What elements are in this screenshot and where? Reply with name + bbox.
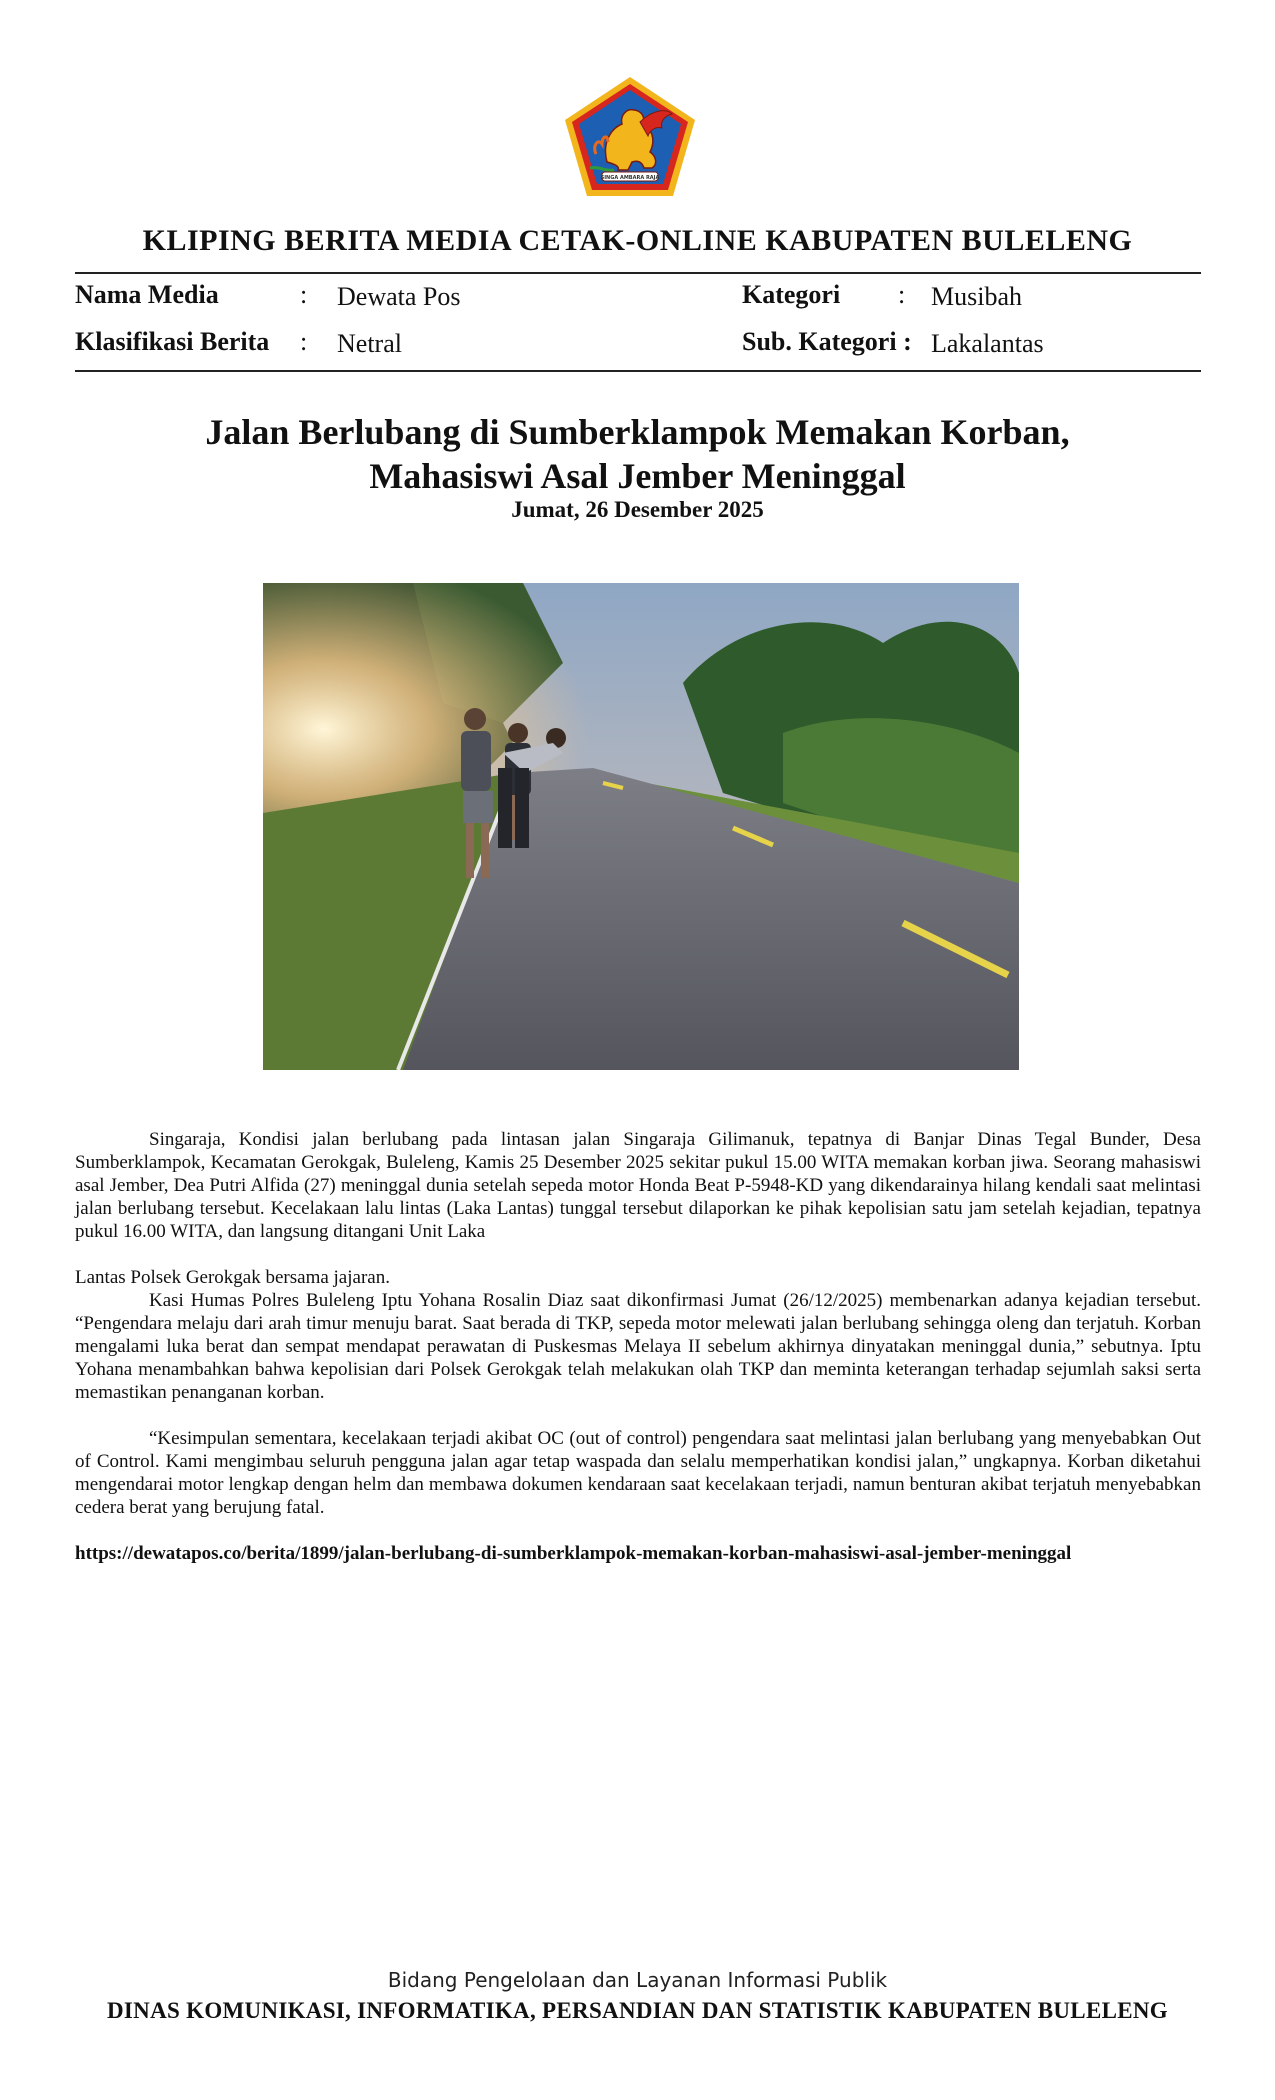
- paragraph-3: Kasi Humas Polres Buleleng Iptu Yohana Rosalin Diaz saat dikonfirmasi Jumat (26/12/2025) membenarkan adanya kejadian tersebut. “Pengendara melaju dari arah timur menuju barat. Saat berada di TKP, sepeda motor melewati jalan berlubang sehingga oleng dan terjatuh. Korban mengalami luka berat dan sempat mendapat perawatan di Puskesmas Melaya II sebelum akhirnya dinyatakan meninggal dunia,” sebutnya. Iptu Yohana menambahkan bahwa kepolisian dari Polsek Gerokgak telah melakukan olah TKP dan meminta keterangan terhadap sejumlah saksi serta memastikan penanganan korban.: [75, 1290, 1201, 1403]
- paragraph-1: Singaraja, Kondisi jalan berlubang pada lintasan jalan Singaraja Gilimanuk, tepatnya di Banjar Dinas Tegal Bunder, Desa Sumberklampok, Kecamatan Gerokgak, Buleleng, Kamis 25 Desember 2025 sekitar pukul 15.00 WITA memakan korban jiwa. Seorang mahasiswi asal Jember, Dea Putri Alfida (27) meninggal dunia setelah sepeda motor Honda Beat P-5948-KD yang dikendarainya hilang kendali saat melintasi jalan berlubang tersebut. Kecelakaan lalu lintas (Laka Lantas) tunggal tersebut dilaporkan ke pihak kepolisian satu jam setelah kejadian, tepatnya pukul 16.00 WITA, dan langsung ditangani Unit Laka: [75, 1129, 1201, 1242]
- article-date: Jumat, 26 Desember 2025: [511, 497, 764, 522]
- header-bottom-divider: [75, 370, 1201, 372]
- footer-department: Bidang Pengelolaan dan Layanan Informasi Publik: [387, 1968, 888, 1992]
- klasifikasi-colon: :: [300, 327, 308, 356]
- kategori-label: Kategori: [742, 280, 841, 309]
- clipping-header-title: KLIPING BERITA MEDIA CETAK-ONLINE KABUPATEN BULELENG: [142, 224, 1133, 257]
- nama-media-value: Dewata Pos: [337, 282, 461, 311]
- article-title-line-2: Mahasiswi Asal Jember Meninggal: [369, 456, 906, 496]
- sub-kategori-value: Lakalantas: [931, 329, 1044, 358]
- klasifikasi-label: Klasifikasi Berita: [75, 327, 270, 356]
- nama-media-label: Nama Media: [75, 280, 219, 309]
- sub-kategori-label: Sub. Kategori :: [742, 327, 912, 356]
- svg-text:SINGA AMBARA RAJA: SINGA AMBARA RAJA: [600, 175, 660, 181]
- paragraph-4: “Kesimpulan sementara, kecelakaan terjadi akibat OC (out of control) pengendara saat melintasi jalan berlubang yang menyebabkan Out of Control. Kami mengimbau seluruh pengguna jalan agar tetap waspada dan selalu memperhatikan kondisi jalan,” ungkapnya. Korban diketahui mengendarai motor lengkap dengan helm dan membawa dokumen kendaraan saat kecelakaan terjadi, namun benturan akibat terjatuh menyebabkan cedera berat yang berujung fatal.: [75, 1428, 1201, 1518]
- article-title: [0, 410, 1275, 498]
- regency-logo: [562, 74, 698, 200]
- klasifikasi-value: Netral: [337, 329, 402, 358]
- nama-media-colon: :: [300, 280, 308, 309]
- news-photo: [263, 583, 1019, 1070]
- article-title-line-1: Jalan Berlubang di Sumberklampok Memakan Korban,: [205, 412, 1070, 452]
- kategori-colon: :: [898, 280, 906, 309]
- footer-agency: DINAS KOMUNIKASI, INFORMATIKA, PERSANDIAN DAN STATISTIK KABUPATEN BULELENG: [107, 1998, 1168, 2023]
- kategori-value: Musibah: [931, 282, 1022, 311]
- header-top-divider: [75, 272, 1201, 274]
- singa-ambara-raja-emblem-icon: [562, 74, 698, 200]
- road-scene-photo: [263, 583, 1019, 1070]
- paragraph-2: Lantas Polsek Gerokgak bersama jajaran.: [75, 1267, 390, 1288]
- article-body: [75, 1128, 1201, 1565]
- source-url-link[interactable]: https://dewatapos.co/berita/1899/jalan-berlubang-di-sumberklampok-memakan-korban-mahasiswi-asal-jember-meninggal: [75, 1543, 1072, 1564]
